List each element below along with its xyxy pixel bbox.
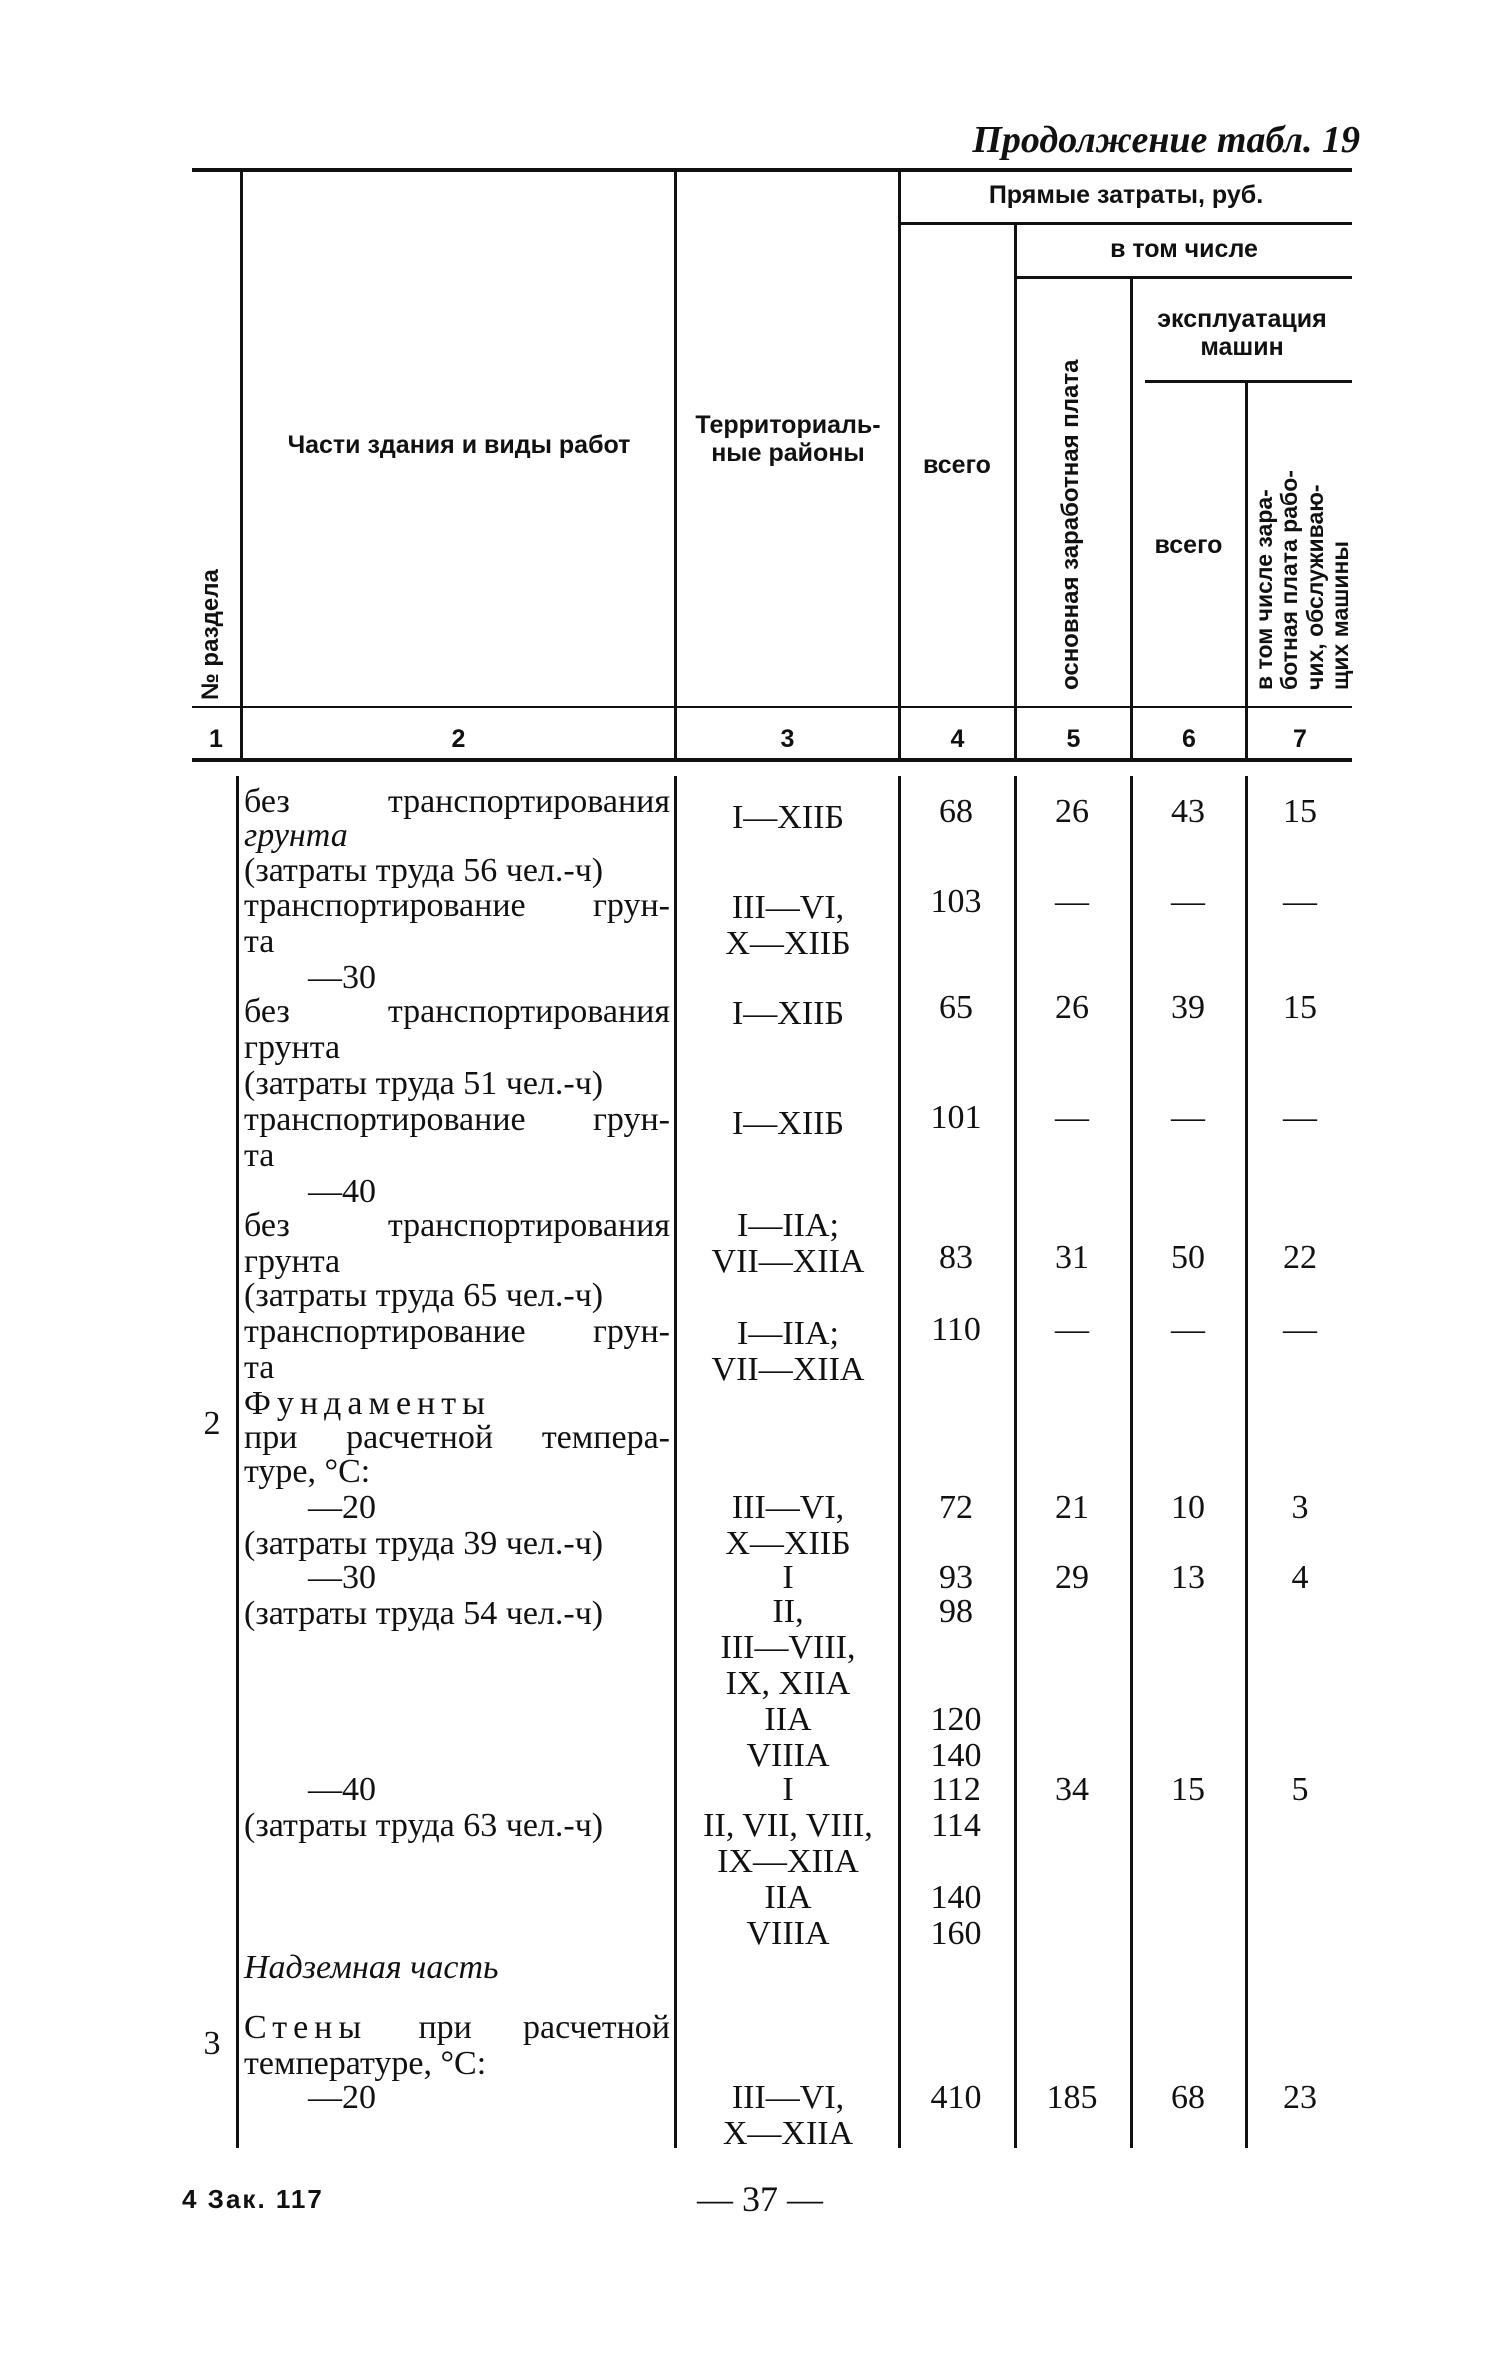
col2-subsection: Надземная часть [244, 1949, 499, 1986]
col2-line: —20 [308, 1489, 376, 1526]
machine-cell: 43 [1171, 793, 1205, 830]
header-regions: Территориаль- ные районы [695, 411, 881, 467]
col2-word: транспортирование [244, 1101, 526, 1138]
col2-word: транспортирования [387, 993, 670, 1030]
wage-cell: 26 [1055, 793, 1089, 830]
colnum-5: 5 [1066, 725, 1081, 753]
col2-line: туре, °С: [244, 1453, 371, 1490]
machine-cell: 10 [1171, 1489, 1205, 1526]
total-cell: 114 [931, 1807, 981, 1844]
region-cell: III—VI, [731, 889, 845, 926]
body-vline-1 [236, 776, 239, 2148]
region-cell: III—VIII, [720, 1629, 856, 1666]
col2-line: —30 [308, 1559, 376, 1596]
total-cell: 140 [930, 1737, 982, 1774]
region-cell: II, VII, VIII, [703, 1807, 873, 1844]
region-cell: I—IIА; [737, 1207, 839, 1244]
table-top-rule [192, 168, 1352, 172]
machine-cell: — [1171, 1311, 1205, 1348]
col2-line: (затраты труда 51 чел.-ч) [244, 1065, 604, 1102]
total-cell: 101 [930, 1099, 982, 1136]
col2-line [244, 888, 670, 924]
col2-word: транспортирования [387, 783, 670, 820]
machine-cell: 39 [1171, 989, 1205, 1026]
col2-line [244, 1102, 670, 1138]
col2-line [244, 2010, 670, 2046]
col2-word: транспортирование [244, 1313, 526, 1350]
region-cell: VIIIА [746, 1915, 830, 1952]
region-cell: IIА [764, 1879, 812, 1916]
total-cell: 120 [930, 1701, 982, 1738]
header-total: всего [923, 451, 991, 479]
header-rule-bottom [192, 706, 1352, 708]
order-note: 4 Зак. 117 [182, 2184, 324, 2214]
region-cell: III—VI, [731, 2079, 845, 2116]
machine-wage-cell: — [1283, 1311, 1317, 1348]
col2-word: грун- [592, 887, 670, 924]
col2-word: грун- [592, 1313, 670, 1350]
wage-cell: 31 [1055, 1239, 1089, 1276]
wage-cell: 26 [1055, 989, 1089, 1026]
machine-wage-cell: — [1283, 1099, 1317, 1136]
total-cell: 98 [939, 1593, 973, 1630]
region-cell: I—XIIБ [731, 799, 845, 836]
region-cell: III—VI, [731, 1489, 845, 1526]
header-parts-works: Части здания и виды работ [287, 431, 631, 459]
page-number: — 37 — [697, 2179, 823, 2219]
hdr-vline-2 [674, 172, 677, 760]
col2-line: температуре, °С: [244, 2045, 487, 2082]
hdr-vline-6 [1245, 382, 1248, 760]
hdr-vline-1 [240, 172, 243, 760]
wage-cell: — [1055, 883, 1089, 920]
header-incl: в том числе [1110, 235, 1258, 263]
header-machine-total: всего [1154, 531, 1223, 559]
machine-cell: — [1171, 1099, 1205, 1136]
col2-word: транспортирование [244, 887, 526, 924]
header-rule-direct [900, 222, 1352, 225]
machine-cell: 13 [1171, 1559, 1205, 1596]
region-cell: X—XIIБ [725, 925, 851, 962]
machine-wage-cell: 3 [1291, 1489, 1309, 1526]
col2-word: без [244, 783, 290, 820]
col2-line: (затраты труда 65 чел.-ч) [244, 1277, 604, 1314]
section-number: 3 [203, 2025, 221, 2062]
colnum-1: 1 [209, 725, 223, 753]
total-cell: 83 [939, 1239, 973, 1276]
col2-line: та [244, 1349, 275, 1386]
header-basic-wage: основная заработная плата [1057, 359, 1084, 690]
body-vline-6 [1245, 776, 1248, 2148]
colnum-3: 3 [780, 725, 795, 753]
region-cell: I [782, 1559, 794, 1596]
region-cell: I—IIА; [737, 1315, 839, 1352]
region-cell: VIIIА [746, 1737, 830, 1774]
header-direct-costs: Прямые затраты, руб. [988, 181, 1264, 209]
colnum-6: 6 [1182, 725, 1196, 753]
header-machine-wage: в том числе зара- ботная плата рабо- чих, обслуживаю- щих машины [1251, 470, 1353, 690]
col2-line: грунта [244, 1243, 341, 1280]
col2-line [244, 994, 670, 1030]
region-cell: IIА [764, 1701, 812, 1738]
col2-line: (затраты труда 56 чел.-ч) [244, 852, 604, 889]
total-cell: 103 [930, 883, 982, 920]
machine-wage-cell: 15 [1283, 989, 1317, 1026]
colnum-rule [192, 758, 1352, 762]
col2-line [244, 784, 670, 820]
machine-wage-cell: 23 [1283, 2079, 1317, 2116]
body-vline-4 [1014, 776, 1017, 2148]
col2-word: транспортирования [387, 1207, 670, 1244]
header-machine-op: эксплуатация машин [1157, 305, 1327, 361]
col2-line: (затраты труда 54 чел.-ч) [244, 1595, 604, 1632]
page-title: Продолжение табл. 19 [972, 119, 1360, 161]
total-cell: 110 [931, 1311, 981, 1348]
total-cell: 72 [939, 1489, 973, 1526]
col2-word: грун- [592, 1101, 670, 1138]
col2-line [244, 1208, 670, 1244]
body-vline-5 [1130, 776, 1133, 2148]
region-cell: IX—XIIА [717, 1843, 859, 1880]
section-number: 2 [203, 1405, 221, 1442]
region-cell: I—XIIБ [731, 1105, 845, 1142]
col2-line: грунта [244, 817, 348, 854]
machine-wage-cell: 22 [1283, 1239, 1317, 1276]
header-rule-machine [1145, 380, 1352, 383]
machine-wage-cell: 15 [1283, 793, 1317, 830]
machine-cell: — [1171, 883, 1205, 920]
region-cell: IX, XIIА [725, 1665, 851, 1702]
col2-line: —20 [308, 2079, 376, 2116]
region-cell: VII—XIIА [711, 1351, 865, 1388]
col2-word: без [244, 993, 290, 1030]
total-cell: 65 [939, 989, 973, 1026]
region-cell: II, [772, 1593, 804, 1630]
colnum-2: 2 [451, 725, 466, 753]
body-vline-2 [674, 776, 677, 2148]
machine-wage-cell: 5 [1291, 1771, 1309, 1808]
hdr-vline-4 [1014, 224, 1017, 760]
col2-word: расчетной [346, 1419, 494, 1456]
colnum-7: 7 [1293, 725, 1307, 753]
col2-word: расчетной [523, 2009, 670, 2046]
col2-line [244, 1420, 670, 1456]
col2-line: грунта [244, 1029, 341, 1066]
col2-word: при [244, 1419, 298, 1456]
col2-line: (затраты труда 63 чел.-ч) [244, 1807, 604, 1844]
region-cell: X—XIIА [722, 2115, 854, 2152]
total-cell: 140 [930, 1879, 982, 1916]
col2-line: —40 [308, 1771, 376, 1808]
region-cell: X—XIIБ [725, 1525, 851, 1562]
machine-wage-cell: — [1283, 883, 1317, 920]
total-cell: 68 [939, 793, 973, 830]
colnum-4: 4 [950, 725, 965, 753]
total-cell: 160 [930, 1915, 982, 1952]
col2-line: (затраты труда 39 чел.-ч) [244, 1525, 604, 1562]
col2-line: —40 [308, 1173, 376, 1210]
col2-word: темпера- [541, 1419, 670, 1456]
col2-line: та [244, 1137, 275, 1174]
wage-cell: 21 [1055, 1489, 1089, 1526]
wage-cell: — [1055, 1099, 1089, 1136]
region-cell: I—XIIБ [731, 995, 845, 1032]
region-cell: I [782, 1771, 794, 1808]
col2-word: при [418, 2009, 472, 2046]
total-cell: 112 [931, 1771, 981, 1808]
region-cell: VII—XIIА [711, 1243, 865, 1280]
machine-cell: 68 [1171, 2079, 1205, 2116]
machine-wage-cell: 4 [1291, 1559, 1309, 1596]
col2-line: та [244, 923, 275, 960]
machine-cell: 15 [1171, 1771, 1205, 1808]
total-cell: 410 [930, 2079, 982, 2116]
wage-cell: 29 [1055, 1559, 1089, 1596]
wage-cell: 34 [1055, 1771, 1089, 1808]
machine-cell: 50 [1171, 1239, 1205, 1276]
col2-heading: Фундаменты [244, 1385, 491, 1422]
col2-word: без [244, 1207, 290, 1244]
col2-word: Стены [244, 2009, 368, 2046]
col2-line: —30 [308, 959, 376, 996]
header-rule-incl [1016, 276, 1352, 279]
total-cell: 93 [939, 1559, 973, 1596]
col2-line [244, 1314, 670, 1350]
header-section-no: № раздела [197, 569, 224, 700]
wage-cell: — [1055, 1311, 1089, 1348]
wage-cell: 185 [1046, 2079, 1098, 2116]
